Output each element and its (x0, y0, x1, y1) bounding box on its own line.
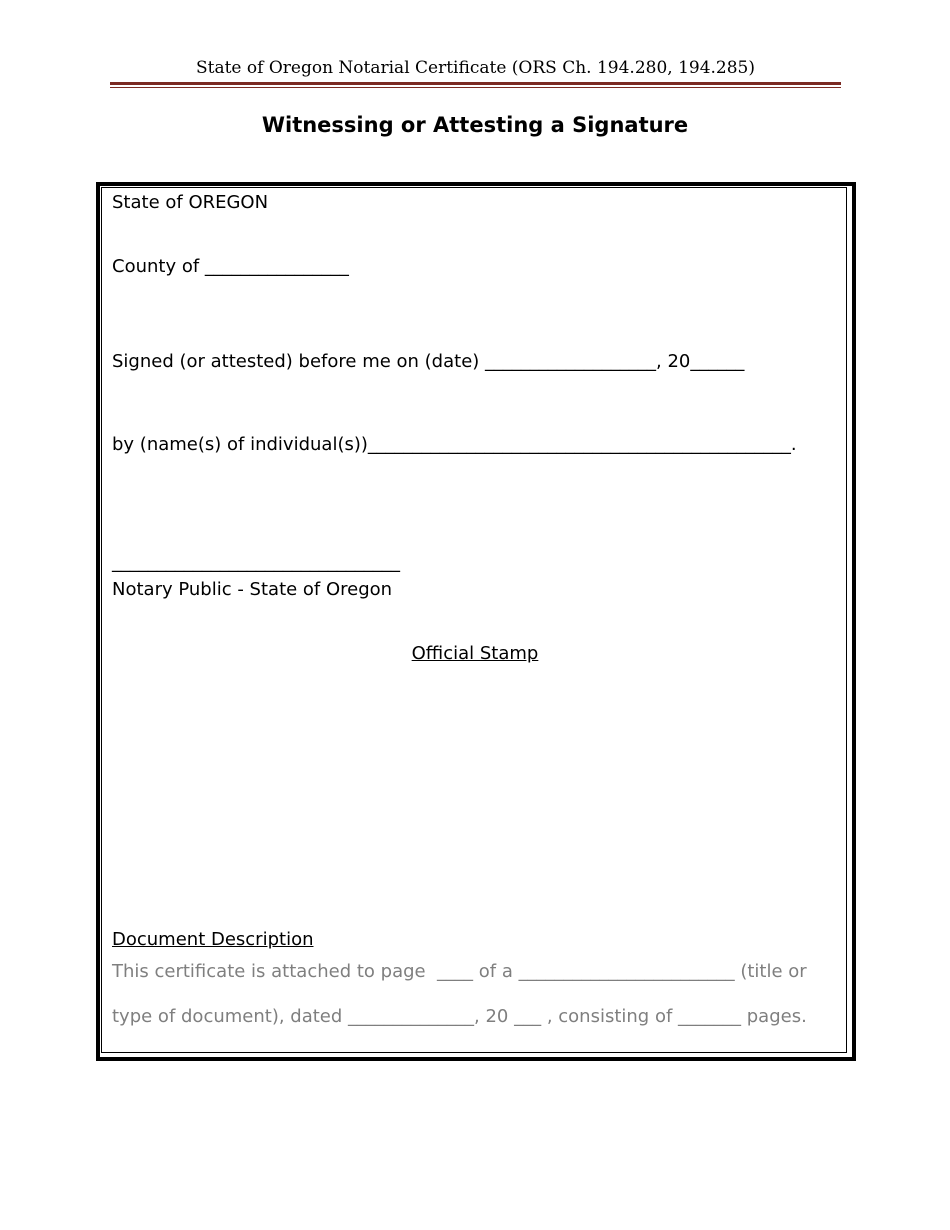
document-description-heading: Document Description (112, 929, 314, 950)
document-description-line-1: This certificate is attached to page ____ of a ________________________ (title or (112, 961, 807, 982)
county-line: County of ________________ (112, 256, 349, 277)
notary-signature-line: ________________________________ (112, 552, 400, 573)
notary-public-label: Notary Public - State of Oregon (112, 579, 393, 600)
signed-date-line: Signed (or attested) before me on (date) ___________________, 20______ (112, 351, 745, 372)
certificate-frame-inner (101, 187, 847, 1053)
document-description-line-2: type of document), dated ______________, 20 ___ , consisting of _______ pages. (112, 1006, 807, 1027)
header-rule-thick (110, 82, 841, 85)
individual-names-line: by (name(s) of individual(s))_______________________________________________. (112, 434, 797, 455)
header-rule-thin (110, 87, 841, 88)
state-line: State of OREGON (112, 192, 269, 213)
page-header-title: State of Oregon Notarial Certificate (ORS Ch. 194.280, 194.285) (195, 58, 756, 78)
document-title: Witnessing or Attesting a Signature (261, 113, 689, 137)
official-stamp-label: Official Stamp (411, 643, 539, 664)
